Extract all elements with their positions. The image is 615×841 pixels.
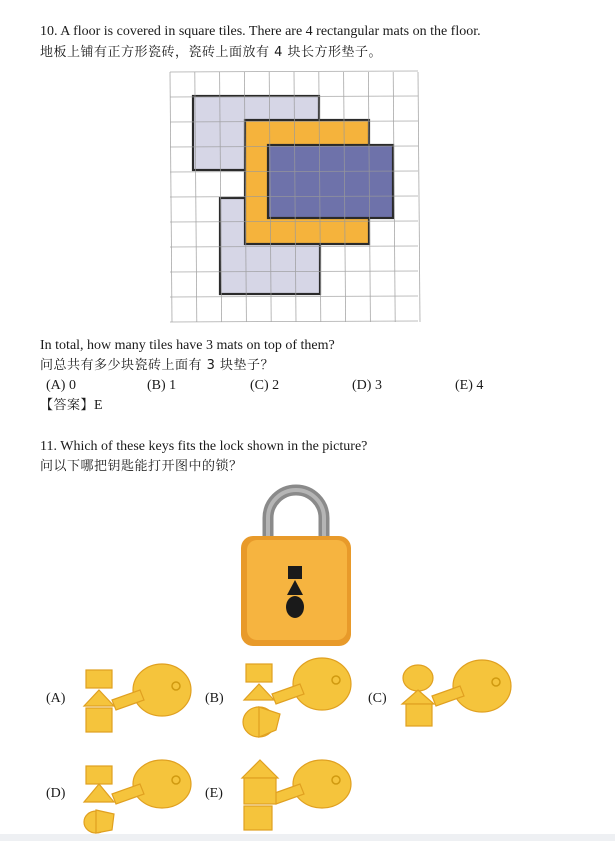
q10-number: 10.: [40, 24, 58, 39]
key-c-image[interactable]: [398, 656, 513, 730]
q11-option-d[interactable]: (D): [46, 786, 66, 801]
q11-option-e[interactable]: (E): [205, 786, 223, 801]
q10-option-e[interactable]: (E) 4: [455, 378, 484, 393]
keyhole-circle: [286, 596, 304, 618]
tile-mat-figure: [170, 72, 420, 324]
answer-label: 【答案】: [40, 398, 95, 413]
q10-text-en: [40, 24, 481, 40]
q10-option-a[interactable]: (A) 0: [46, 378, 76, 393]
q10-option-c[interactable]: (C) 2: [250, 378, 280, 393]
blue-mat: [268, 145, 393, 218]
page-footer-bar: [0, 834, 615, 841]
q10-option-d[interactable]: (D) 3: [352, 378, 382, 393]
q10-question-cn: 问总共有多少块瓷砖上面有 3 块垫子？: [40, 358, 275, 373]
q11-text-en: [40, 439, 367, 455]
key-b-image[interactable]: [236, 654, 354, 740]
q10-answer: [40, 398, 103, 414]
q11-number: 11.: [40, 439, 57, 454]
key-e-image[interactable]: [236, 756, 354, 836]
q11-option-c[interactable]: (C): [368, 691, 387, 706]
key-a-image[interactable]: [78, 662, 193, 736]
q10-text-cn: 地板上铺有正方形瓷砖，瓷砖上面放有 4 块长方形垫子。: [40, 45, 383, 60]
grid-line-h: [170, 271, 418, 272]
q10-question-en: In total, how many tiles have 3 mats on top of them?: [40, 338, 335, 353]
grid-line-h: [170, 71, 418, 72]
padlock-image: [238, 484, 354, 648]
grid-line-h: [170, 321, 418, 322]
q11-option-b[interactable]: (B): [205, 691, 224, 706]
q11-option-a[interactable]: (A): [46, 691, 66, 706]
grid-line-v: [418, 72, 420, 322]
q11-text-cn: 问以下哪把钥匙能打开图中的锁？: [40, 459, 243, 474]
q10-statement: A floor is covered in square tiles. There are 4 rectangular mats on the floor.: [60, 24, 481, 39]
key-d-image[interactable]: [78, 758, 193, 836]
keyhole-square: [288, 566, 302, 579]
grid-line-h: [170, 246, 418, 247]
grid-line-h: [170, 296, 418, 297]
q11-statement: Which of these keys fits the lock shown in the picture?: [60, 439, 368, 454]
q10-option-b[interactable]: (B) 1: [147, 378, 177, 393]
answer-value: E: [94, 398, 103, 413]
grid-line-h: [170, 221, 418, 222]
